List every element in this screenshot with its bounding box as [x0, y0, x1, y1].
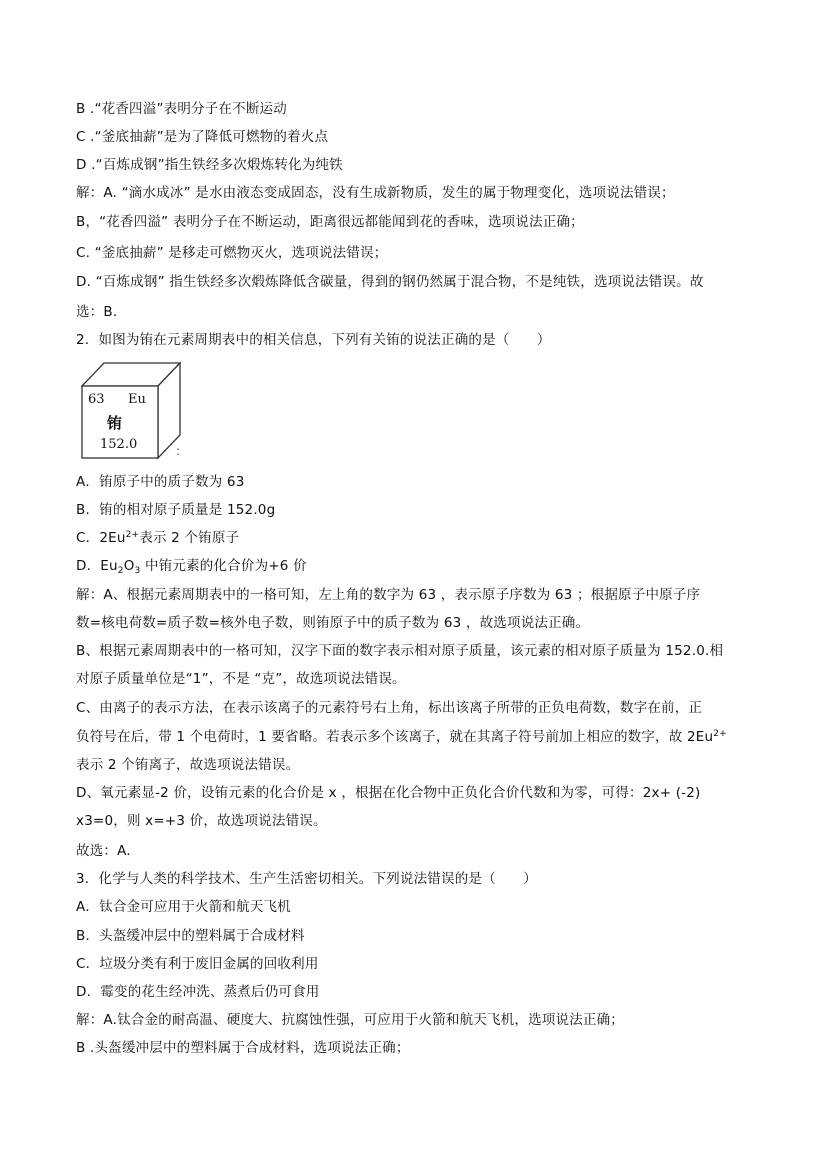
- text-line: C .“釜底抽薪”是为了降低可燃物的着火点: [76, 129, 329, 145]
- element-name: 铕: [107, 414, 123, 432]
- element-card-europium: [80, 360, 184, 460]
- option-b: B．头盔缓冲层中的塑料属于合成材料: [76, 928, 305, 944]
- option-b: B．铕的相对原子质量是 152.0g: [76, 502, 276, 518]
- text-line: B，“花香四溢” 表明分子在不断运动，距离很远都能闻到花的香味，选项说法正确；: [76, 214, 584, 230]
- option-a: A．铕原子中的质子数为 63: [76, 474, 245, 490]
- text-line: 对原子质量单位是“1”，不是 “克”，故选项说法错误。: [76, 671, 406, 687]
- text-line: 故选：A.: [76, 843, 131, 859]
- text-line: 解：A.钛合金的耐高温、硬度大、抗腐蚀性强，可应用于火箭和航天飞机，选项说法正确；: [76, 1012, 624, 1028]
- option-c: C．$2Eu^{2+}$表示 2 个铕原子: [76, 530, 240, 546]
- text-line: 解：A、根据元素周期表中的一格可知，左上角的数字为 63 ，表示原子序数为 63 ；根据原子中原子序: [76, 587, 701, 603]
- text-line: D. “百炼成钢” 指生铁经多次煅炼降低含碳量，得到的钢仍然属于混合物，不是纯铁，选项说法错误。故: [76, 274, 704, 290]
- figure-colon: :: [176, 444, 181, 458]
- element-symbol: Eu: [128, 392, 146, 407]
- option-c: C．垃圾分类有利于废旧金属的回收利用: [76, 956, 319, 972]
- text-line: 选：B.: [76, 304, 118, 320]
- text-line: x3=0，则 x=+3 价，故选项说法错误。: [76, 813, 327, 829]
- question-2-stem: 2．如图为铕在元素周期表中的相关信息，下列有关铕的说法正确的是（ ）: [76, 332, 551, 348]
- option-a: A．钛合金可应用于火箭和航天飞机: [76, 899, 291, 915]
- text-line: 负符号在后，带 1 个电荷时，1 要省略。若表示多个该离子，就在其离子符号前加上相应的数字，故 $2Eu^{2+}$: [76, 729, 727, 745]
- option-d: D．霉变的花生经冲洗、蒸煮后仍可食用: [76, 984, 320, 1000]
- text-line: 解：A. “滴水成冰” 是水由液态变成固态，没有生成新物质，发生的属于物理变化，选项说法错误；: [76, 185, 675, 201]
- atomic-mass: 152.0: [100, 437, 138, 452]
- text-line: D .“百炼成钢”指生铁经多次煅炼转化为纯铁: [76, 157, 343, 173]
- text-line: 表示 2 个铕离子，故选项说法错误。: [76, 757, 300, 773]
- text-line: D、氧元素显-2 价，设铕元素的化合价是 x ，根据在化合物中正负化合价代数和为零，可得：2x+ (-2): [76, 785, 701, 801]
- text-line: 数=核电荷数=质子数=核外电子数，则铕原子中的质子数为 63 ，故选项说法正确。: [76, 615, 590, 631]
- question-3-stem: 3．化学与人类的科学技术、生产生活密切相关。下列说法错误的是（ ）: [76, 871, 537, 887]
- atomic-number: 63: [88, 392, 105, 407]
- text-line: B、根据元素周期表中的一格可知，汉字下面的数字表示相对原子质量，该元素的相对原子质量为 152.0.相: [76, 643, 724, 659]
- text-line: B .头盔缓冲层中的塑料属于合成材料，选项说法正确；: [76, 1040, 410, 1056]
- text-line: B .“花香四溢”表明分子在不断运动: [76, 101, 287, 117]
- text-line: C、由离子的表示方法，在表示该离子的元素符号右上角，标出该离子所带的正负电荷数，数字在前，正: [76, 700, 703, 716]
- option-d: D．$Eu_2O_3$ 中铕元素的化合价为+6 价: [76, 558, 307, 576]
- text-line: C. “釜底抽薪” 是移走可燃物灭火，选项说法错误；: [76, 245, 388, 261]
